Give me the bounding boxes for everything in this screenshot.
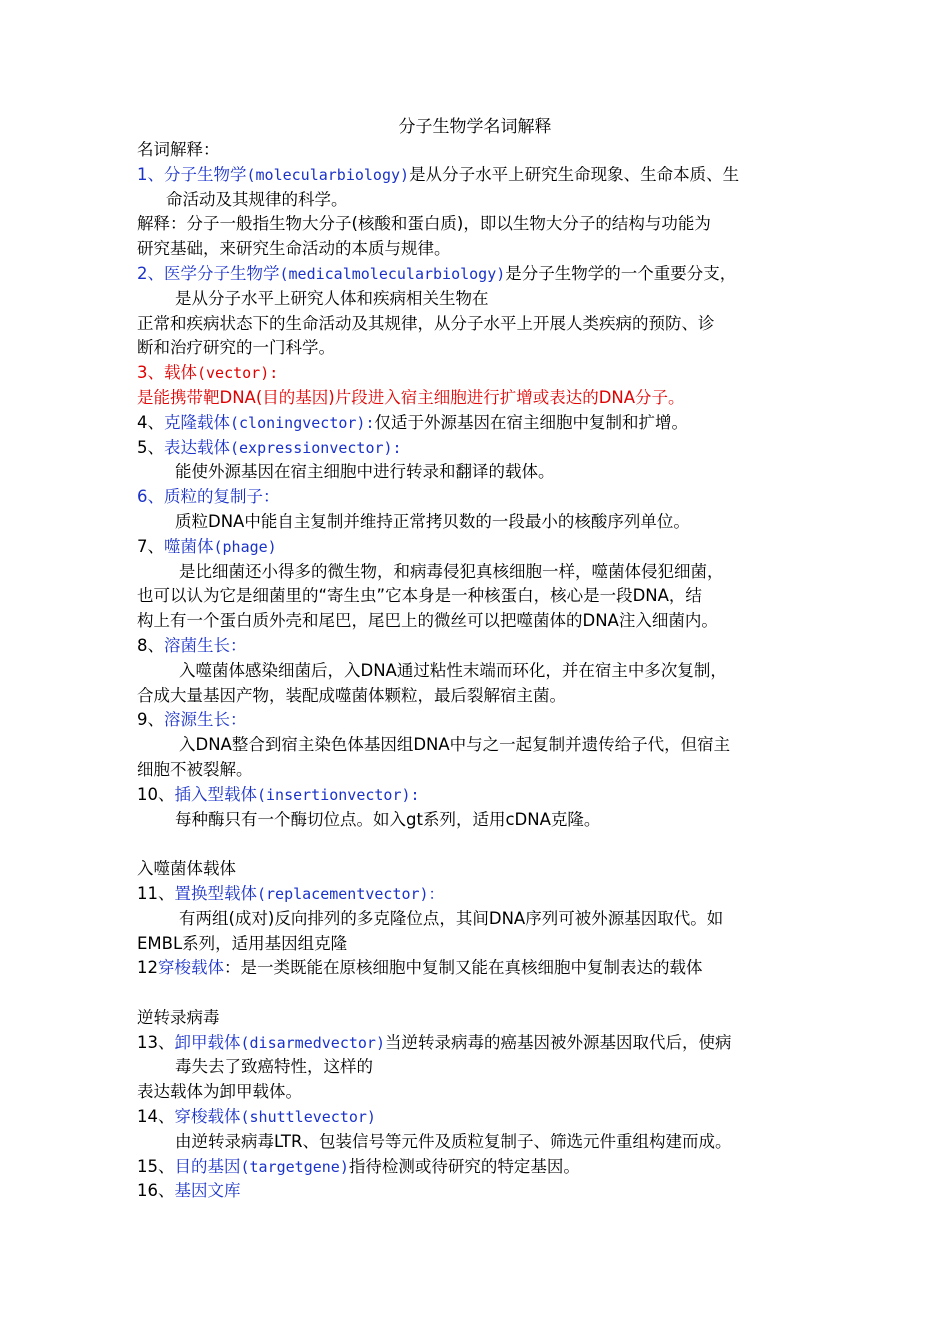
entry-7 (137, 535, 827, 560)
entry-5 (137, 436, 827, 461)
entry-term: 溶菌生长： (164, 635, 247, 655)
entry-7-definition-line: 是比细菌还小得多的微生物，和病毒侵犯真核细胞一样，噬菌体侵犯细菌， (179, 561, 724, 581)
entry-3 (137, 361, 827, 386)
entry-number: 1、 (137, 164, 164, 184)
entry-term: 目的基因 (174, 1156, 241, 1176)
entry-11-definition-line: 有两组(成对)反向排列的多克隆位点，其间DNA序列可被外源基因取代。如 (179, 908, 724, 928)
entry-1-note-line: 解释：分子一般指生物大分子(核酸和蛋白质)，即以生物大分子的结构与功能为 (137, 214, 711, 234)
entry-number: 14、 (137, 1107, 175, 1127)
spacer (137, 981, 827, 1006)
section-heading: 名词解释： (137, 140, 220, 159)
entry-number: 12 (137, 958, 158, 978)
entry-number: 13、 (137, 1032, 175, 1052)
entry-8-definition-line: 合成大量基因产物，装配成噬菌体颗粒，最后裂解宿主菌。 (137, 685, 566, 705)
entry-definition: 仅适于外源基因在宿主细胞中复制和扩增。 (374, 412, 688, 432)
entry-english: (cloningvector): (230, 413, 375, 432)
entry-number: 16、 (137, 1181, 175, 1201)
entry-2 (137, 262, 827, 287)
entry-english: (medicalmolecularbiology) (279, 264, 506, 283)
entry-english: (insertionvector): (257, 785, 420, 804)
entry-english: (expressionvector): (230, 438, 402, 457)
entry-term: 溶源生长： (164, 710, 247, 730)
entry-term: 基因文库 (174, 1181, 241, 1201)
entry-english: (disarmedvector) (240, 1033, 385, 1052)
entry-number: 9、 (137, 710, 164, 730)
entry-number: 3、 (137, 363, 164, 383)
entry-number: 15、 (137, 1156, 175, 1176)
entry-term: 医学分子生物学 (164, 263, 280, 283)
entry-term: 载体 (164, 363, 197, 383)
document-body (137, 138, 827, 1204)
entry-definition: 当逆转录病毒的癌基因被外源基因取代后，使病 (385, 1032, 732, 1052)
entry-number: 6、 (137, 487, 164, 507)
entry-term: 克隆载体 (164, 412, 230, 432)
entry-13 (137, 1031, 827, 1056)
entry-9 (137, 708, 827, 733)
document-title: 分子生物学名词解释 (398, 117, 552, 137)
entry-8-definition-line: 入噬菌体感染细菌后，入DNA通过粘性末端而环化，并在宿主中多次复制， (179, 660, 727, 680)
entry-5-definition: 能使外源基因在宿主细胞中进行转录和翻译的载体。 (175, 462, 555, 482)
entry-definition: 是从分子水平上研究生命现象、生命本质、生 (409, 164, 740, 184)
entry-11-definition-line: EMBL系列，适用基因组克隆 (137, 933, 348, 953)
entry-10 (137, 783, 827, 808)
entry-number: 10、 (137, 784, 175, 804)
entry-term: 噬菌体 (164, 536, 214, 556)
entry-2-cont: 是从分子水平上研究人体和疾病相关生物在 (175, 288, 489, 308)
entry-english: (shuttlevector) (240, 1108, 376, 1127)
entry-term: 穿梭载体 (174, 1107, 241, 1127)
entry-4 (137, 411, 827, 436)
entry-13-cont: 毒失去了致癌特性，这样的 (175, 1057, 373, 1077)
entry-english: (molecularbiology) (246, 165, 410, 184)
entry-9-definition-line: 细胞不被裂解。 (137, 759, 253, 779)
entry-1-cont: 命活动及其规律的科学。 (166, 189, 348, 209)
spacer (137, 832, 827, 857)
entry-7-definition-line: 也可以认为它是细菌里的“寄生虫”它本身是一种核蛋白，核心是一段DNA，结 (137, 586, 702, 606)
entry-term: 表达载体 (164, 437, 230, 457)
entry-definition: 指待检测或待研究的特定基因。 (348, 1156, 580, 1176)
subsection-heading: 逆转录病毒 (137, 1007, 220, 1027)
entry-number: 5、 (137, 437, 164, 457)
entry-english: (targetgene) (240, 1157, 349, 1176)
entry-12 (137, 956, 827, 981)
entry-1 (137, 163, 827, 188)
entry-2-more-line: 断和治疗研究的一门科学。 (137, 338, 335, 358)
entry-english: (replacementvector)： (257, 884, 444, 903)
entry-3-definition: 是能携带靶DNA(目的基因)片段进入宿主细胞进行扩增或表达的DNA分子。 (137, 387, 685, 407)
entry-11 (137, 882, 827, 907)
entry-1-note-line: 研究基础，来研究生命活动的本质与规律。 (137, 239, 451, 259)
entry-term: 卸甲载体 (174, 1032, 241, 1052)
entry-6 (137, 485, 827, 510)
entry-7-definition-line: 构上有一个蛋白质外壳和尾巴，尾巴上的微丝可以把噬菌体的DNA注入细菌内。 (137, 611, 718, 631)
entry-8 (137, 634, 827, 659)
entry-term: 分子生物学 (164, 164, 247, 184)
subsection-heading: 入噬菌体载体 (137, 859, 236, 879)
entry-14-definition: 由逆转录病毒LTR、包装信号等元件及质粒复制子、筛选元件重组构建而成。 (175, 1131, 732, 1151)
entry-term: 穿梭载体 (158, 958, 224, 978)
entry-10-definition: 每种酶只有一个酶切位点。如入gt系列，适用cDNA克隆。 (175, 809, 601, 829)
entry-term: 质粒的复制子： (164, 487, 280, 507)
entry-number: 8、 (137, 635, 164, 655)
entry-9-definition-line: 入DNA整合到宿主染色体基因组DNA中与之一起复制并遗传给子代，但宿主 (179, 735, 731, 755)
entry-definition: ：是一类既能在原核细胞中复制又能在真核细胞中复制表达的载体 (224, 958, 703, 978)
entry-2-more-line: 正常和疾病状态下的生命活动及其规律，从分子水平上开展人类疾病的预防、诊 (137, 313, 715, 333)
entry-english: (phage) (213, 537, 277, 556)
entry-english: (vector): (197, 364, 279, 383)
entry-number: 4、 (137, 412, 164, 432)
entry-14 (137, 1105, 827, 1130)
entry-number: 11、 (137, 883, 175, 903)
entry-15 (137, 1155, 827, 1180)
entry-definition: 是分子生物学的一个重要分支， (505, 263, 737, 283)
entry-number: 2、 (137, 263, 164, 283)
entry-16 (137, 1179, 827, 1204)
entry-term: 置换型载体 (174, 883, 257, 903)
entry-13-more: 表达载体为卸甲载体。 (137, 1082, 302, 1102)
entry-6-definition: 质粒DNA中能自主复制并维持正常拷贝数的一段最小的核酸序列单位。 (175, 511, 690, 531)
entry-number: 7、 (137, 536, 164, 556)
entry-term: 插入型载体 (174, 784, 257, 804)
